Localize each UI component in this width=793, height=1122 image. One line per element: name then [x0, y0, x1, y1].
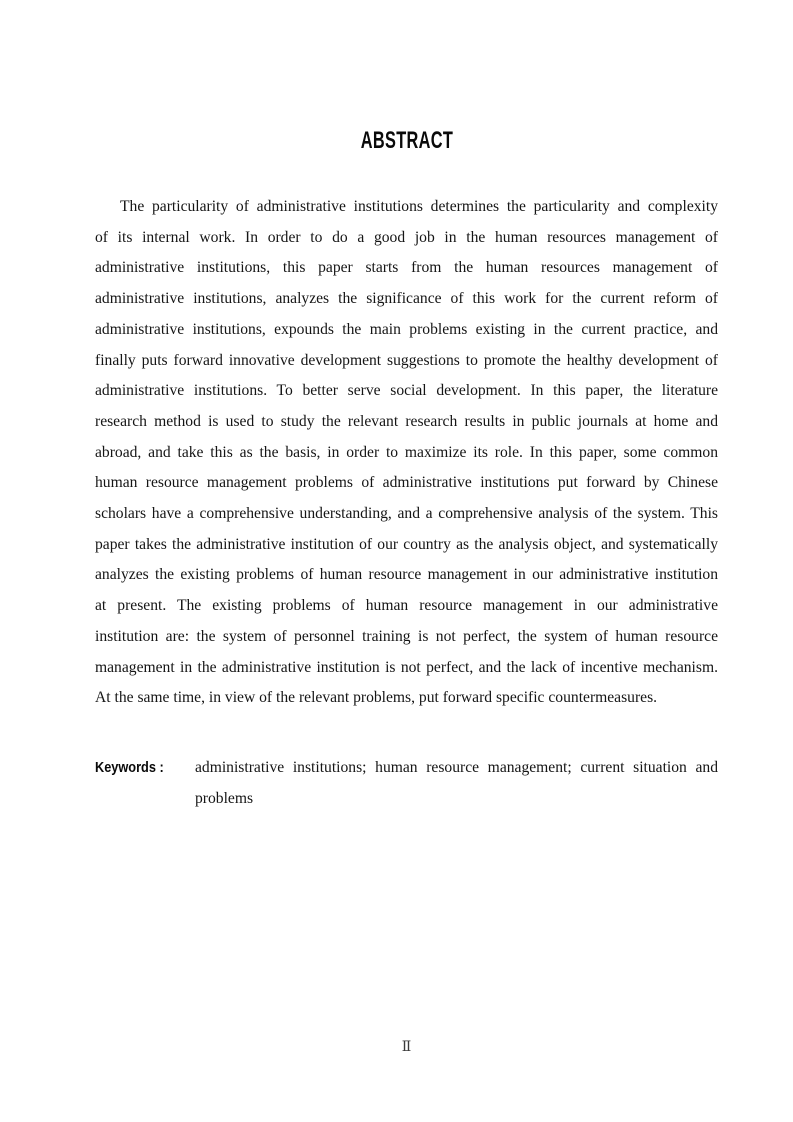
text-line: administrative institutions, analyzes the significance of this work for the current reform of — [95, 290, 718, 308]
page-number: Ⅱ — [401, 1039, 412, 1055]
text-line: of its internal work. In order to do a good job in the human resources management of — [95, 228, 718, 246]
text-line: abroad, and take this as the basis, in order to maximize its role. In this paper, some common — [95, 443, 718, 461]
keywords-text — [195, 753, 718, 814]
abstract-paragraph — [95, 192, 718, 714]
text-line: institution are: the system of personnel training is not perfect, the system of human resource — [95, 627, 718, 645]
text-line: paper takes the administrative institution of our country as the analysis object, and systematically — [95, 535, 718, 553]
text-line: administrative institutions. To better serve social development. In this paper, the literature — [95, 382, 718, 400]
keywords-label — [95, 753, 195, 784]
text-line: research method is used to study the relevant research results in public journals at home and — [95, 412, 718, 430]
keywords-label-text: Keywords : — [95, 759, 164, 776]
text-line: administrative institutions; human resource management; current situation and — [195, 759, 718, 776]
abstract-title: ABSTRACT — [360, 127, 453, 154]
text-line: The particularity of administrative institutions determines the particularity and complexity — [120, 198, 718, 215]
title-row — [95, 128, 718, 154]
text-line: administrative institutions, this paper starts from the human resources management of — [95, 259, 718, 277]
keywords-row — [95, 753, 718, 814]
text-line: problems — [195, 789, 254, 807]
text-line: at present. The existing problems of human resource management in our administrative — [95, 597, 718, 615]
text-line: human resource management problems of administrative institutions put forward by Chinese — [95, 474, 718, 492]
text-line: scholars have a comprehensive understanding, and a comprehensive analysis of the system. This — [95, 505, 718, 523]
text-line: analyzes the existing problems of human resource management in our administrative institution — [95, 566, 718, 584]
text-line: administrative institutions, expounds the main problems existing in the current practice, and — [95, 320, 718, 338]
text-line: At the same time, in view of the relevant problems, put forward specific countermeasures. — [95, 689, 658, 707]
text-line: finally puts forward innovative development suggestions to promote the healthy development of — [95, 351, 718, 369]
text-line: management in the administrative institution is not perfect, and the lack of incentive mechanism. — [95, 658, 718, 676]
